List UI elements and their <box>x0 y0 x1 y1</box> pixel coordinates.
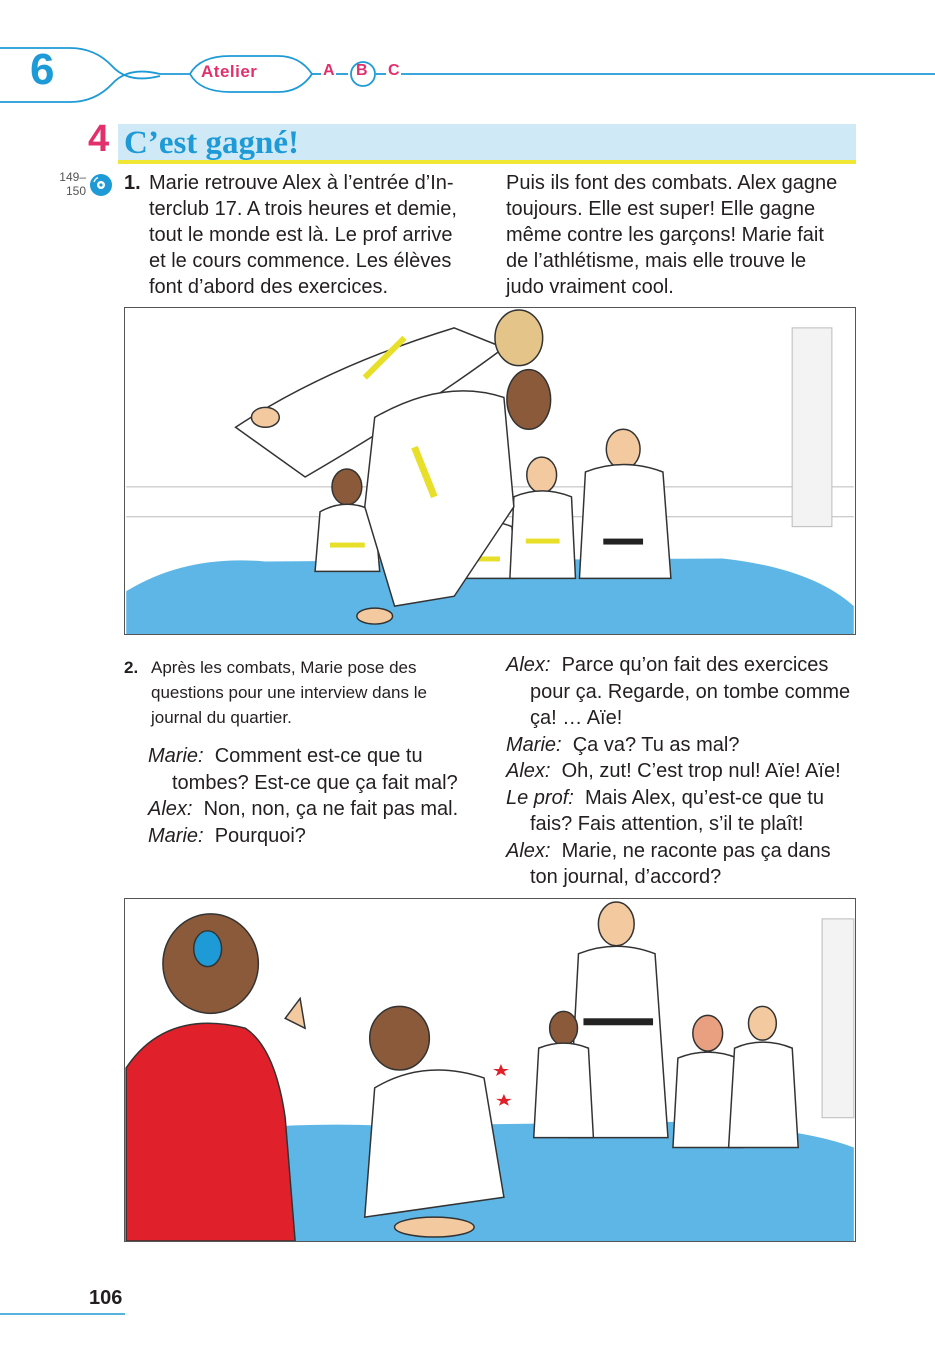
speaker: Marie: <box>148 824 204 847</box>
dialogue-line: Ça va? Tu as mal? <box>572 733 740 756</box>
text-line: et le cours commence. Les élèves <box>149 250 452 272</box>
text-line: font d’abord des exercices. <box>149 276 389 298</box>
text-line: questions pour une interview dans le <box>151 683 427 702</box>
part1-left-text <box>149 170 489 300</box>
judo-fall-illustration <box>124 898 856 1242</box>
part2-intro-text <box>151 655 491 730</box>
dialogue-line: Parce qu’on fait des exercices <box>561 654 829 676</box>
text-line: Marie retrouve Alex à l’entrée d’In- <box>149 172 454 194</box>
dialogue-line: ça! … Aïe! <box>530 707 623 729</box>
dialogue-line: ton journal, d’accord? <box>530 866 722 888</box>
audio-track-numbers <box>52 170 86 198</box>
text-line: toujours. Elle est super! Elle gagne <box>506 198 816 220</box>
dialogue-turn <box>506 838 850 865</box>
dialogue-right <box>506 652 850 891</box>
footer-line <box>0 1310 130 1318</box>
text-line: tout le monde est là. Le prof arrive <box>149 224 453 246</box>
dialogue-line: Pourquoi? <box>214 824 306 847</box>
section-label: Atelier <box>201 62 258 81</box>
unit-number: 6 <box>30 45 55 94</box>
part1-right-text <box>506 170 856 300</box>
text-line: journal du quartier. <box>151 708 292 727</box>
dialogue-line: pour ça. Regarde, on tombe comme <box>530 680 851 703</box>
dialogue-turn <box>148 796 458 823</box>
step-b-active[interactable]: B <box>356 62 368 79</box>
dialogue-line: Comment est-ce que tu <box>214 745 423 767</box>
speaker: Alex: <box>506 654 551 676</box>
text-line: de l’athlétisme, mais elle trouve le <box>506 250 807 272</box>
dialogue-line: Oh, zut! C’est trop nul! Aïe! Aïe! <box>561 760 841 782</box>
dialogue-turn <box>506 785 850 812</box>
text-line: judo vraiment cool. <box>506 276 674 298</box>
dialogue-line: fais? Fais attention, s’il te plaît! <box>530 813 804 835</box>
dialogue-line: tombes? Est-ce que ça fait mal? <box>172 771 458 794</box>
text-line: terclub 17. A trois heures et demie, <box>149 198 457 220</box>
part2-number: 2. <box>124 658 139 677</box>
dialogue-turn <box>148 743 458 770</box>
section-number: 4 <box>88 118 110 160</box>
dialogue-turn <box>506 652 850 679</box>
part1-number: 1. <box>124 172 141 194</box>
text-line: même contre les garçons! Marie fait <box>506 224 824 246</box>
judo-throw-illustration <box>124 307 856 635</box>
speaker: Marie: <box>148 745 204 767</box>
dialogue-line: Mais Alex, qu’est-ce que tu <box>584 786 824 809</box>
speaker: Alex: <box>506 839 551 862</box>
text-line: Puis ils font des combats. Alex gagne <box>506 172 838 194</box>
speaker: Marie: <box>506 733 562 756</box>
speaker: Alex: <box>506 760 551 782</box>
dialogue-left <box>148 743 458 849</box>
text-line: Après les combats, Marie pose des <box>151 658 417 677</box>
track-start: 149– <box>59 170 86 184</box>
dialogue-turn <box>506 732 850 759</box>
dialogue-line: Non, non, ça ne fait pas mal. <box>203 798 459 820</box>
page-number: 106 <box>89 1287 123 1309</box>
speaker: Alex: <box>148 798 193 820</box>
dialogue-line: Marie, ne raconte pas ça dans <box>561 839 831 862</box>
dialogue-turn <box>506 758 850 785</box>
track-end: 150 <box>65 184 86 198</box>
page-title: C’est gagné! <box>124 125 300 161</box>
speaker: Le prof: <box>506 786 574 809</box>
header-banner-lines <box>0 40 935 110</box>
step-c[interactable]: C <box>388 62 400 79</box>
cd-icon[interactable] <box>89 173 113 197</box>
step-a[interactable]: A <box>323 62 335 79</box>
dialogue-turn <box>148 823 458 850</box>
